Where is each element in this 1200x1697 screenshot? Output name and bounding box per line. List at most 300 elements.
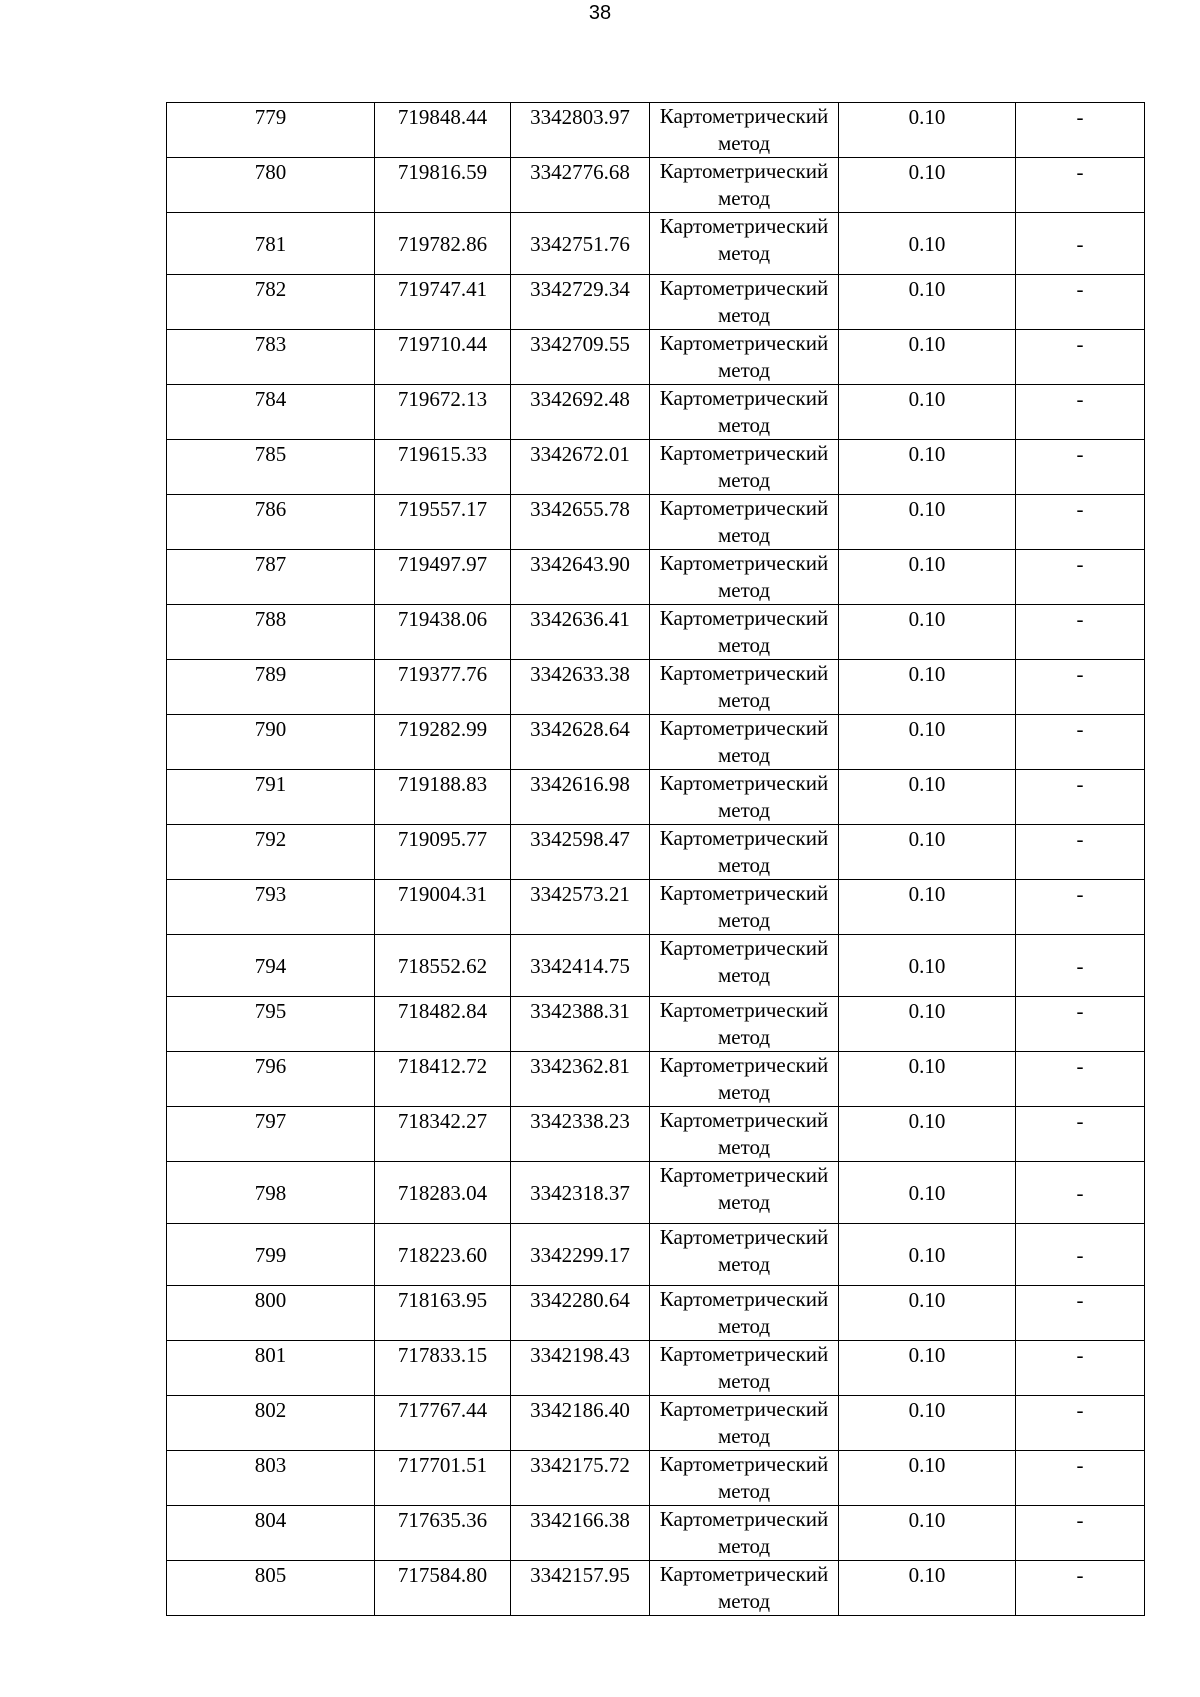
accuracy-cell	[839, 935, 1016, 997]
method-cell	[650, 275, 839, 330]
y-coordinate-value: 3342280.64	[530, 1288, 630, 1312]
method-cell	[650, 1451, 839, 1506]
method-line2: метод	[717, 1025, 771, 1049]
y-coordinate-cell	[511, 1341, 650, 1396]
point-number-cell	[167, 1162, 375, 1224]
method-line2: метод	[717, 523, 771, 547]
point-number-cell	[167, 715, 375, 770]
method-line2: метод	[717, 358, 771, 382]
coordinates-table-body	[167, 103, 1145, 1616]
method-line2: метод	[717, 413, 771, 437]
note-value: -	[1076, 387, 1084, 411]
accuracy-value: 0.10	[908, 1180, 946, 1205]
note-cell	[1016, 385, 1145, 440]
table-row	[167, 1107, 1145, 1162]
point-number-value: 780	[254, 160, 287, 184]
method-cell	[650, 213, 839, 275]
note-cell	[1016, 1396, 1145, 1451]
note-cell	[1016, 1224, 1145, 1286]
x-coordinate-value: 719557.17	[397, 497, 488, 521]
method-line2: метод	[717, 1135, 771, 1159]
method-line2: метод	[717, 1252, 771, 1276]
point-number-cell	[167, 158, 375, 213]
method-cell	[650, 770, 839, 825]
x-coordinate-value: 719282.99	[397, 717, 488, 741]
note-cell	[1016, 880, 1145, 935]
table-row	[167, 1451, 1145, 1506]
method-cell	[650, 1107, 839, 1162]
x-coordinate-cell	[375, 550, 511, 605]
y-coordinate-value: 3342338.23	[530, 1109, 630, 1133]
method-line1: Картометрический	[659, 1562, 829, 1586]
accuracy-cell	[839, 213, 1016, 275]
y-coordinate-value: 3342628.64	[530, 717, 630, 741]
point-number-value: 794	[254, 953, 287, 978]
point-number-cell	[167, 550, 375, 605]
accuracy-cell	[839, 103, 1016, 158]
x-coordinate-value: 718283.04	[397, 1180, 488, 1205]
accuracy-value: 0.10	[908, 953, 946, 978]
accuracy-value: 0.10	[908, 1242, 946, 1267]
method-line2: метод	[717, 131, 771, 155]
y-coordinate-value: 3342299.17	[530, 1242, 630, 1267]
accuracy-value: 0.10	[908, 105, 946, 129]
point-number-cell	[167, 275, 375, 330]
point-number-value: 802	[254, 1398, 287, 1422]
accuracy-cell	[839, 1286, 1016, 1341]
accuracy-value: 0.10	[908, 497, 946, 521]
accuracy-cell	[839, 715, 1016, 770]
x-coordinate-value: 718482.84	[397, 999, 488, 1023]
method-line1: Картометрический	[659, 159, 829, 183]
accuracy-value: 0.10	[908, 662, 946, 686]
accuracy-cell	[839, 1561, 1016, 1616]
method-line1: Картометрический	[659, 936, 829, 960]
table-row	[167, 213, 1145, 275]
method-line2: метод	[717, 1314, 771, 1338]
note-value: -	[1076, 882, 1084, 906]
point-number-cell	[167, 440, 375, 495]
point-number-value: 782	[254, 277, 287, 301]
accuracy-cell	[839, 440, 1016, 495]
x-coordinate-value: 717701.51	[397, 1453, 488, 1477]
x-coordinate-cell	[375, 1451, 511, 1506]
point-number-value: 793	[254, 882, 287, 906]
y-coordinate-value: 3342729.34	[530, 277, 630, 301]
method-line2: метод	[717, 1424, 771, 1448]
x-coordinate-cell	[375, 1341, 511, 1396]
method-cell	[650, 1341, 839, 1396]
accuracy-cell	[839, 605, 1016, 660]
table-row	[167, 880, 1145, 935]
method-line1: Картометрический	[659, 1163, 829, 1187]
accuracy-cell	[839, 275, 1016, 330]
accuracy-value: 0.10	[908, 231, 946, 256]
method-cell	[650, 825, 839, 880]
point-number-value: 800	[254, 1288, 287, 1312]
y-coordinate-value: 3342157.95	[530, 1563, 630, 1587]
x-coordinate-value: 718552.62	[397, 953, 488, 978]
table-row	[167, 997, 1145, 1052]
y-coordinate-cell	[511, 550, 650, 605]
point-number-value: 797	[254, 1109, 287, 1133]
point-number-cell	[167, 660, 375, 715]
accuracy-cell	[839, 880, 1016, 935]
method-cell	[650, 1506, 839, 1561]
note-cell	[1016, 158, 1145, 213]
x-coordinate-value: 717767.44	[397, 1398, 488, 1422]
method-cell	[650, 660, 839, 715]
note-cell	[1016, 275, 1145, 330]
x-coordinate-value: 717833.15	[397, 1343, 488, 1367]
method-line1: Картометрический	[659, 276, 829, 300]
point-number-cell	[167, 385, 375, 440]
x-coordinate-value: 719377.76	[397, 662, 488, 686]
note-value: -	[1076, 277, 1084, 301]
accuracy-value: 0.10	[908, 1288, 946, 1312]
accuracy-cell	[839, 1224, 1016, 1286]
note-value: -	[1076, 662, 1084, 686]
x-coordinate-value: 719747.41	[397, 277, 488, 301]
x-coordinate-value: 717635.36	[397, 1508, 488, 1532]
table-row	[167, 1162, 1145, 1224]
table-row	[167, 385, 1145, 440]
accuracy-cell	[839, 1052, 1016, 1107]
table-row	[167, 770, 1145, 825]
point-number-cell	[167, 880, 375, 935]
y-coordinate-cell	[511, 715, 650, 770]
method-line1: Картометрический	[659, 104, 829, 128]
method-line2: метод	[717, 908, 771, 932]
table-row	[167, 158, 1145, 213]
coordinates-table	[166, 102, 1145, 1616]
note-cell	[1016, 330, 1145, 385]
method-line2: метод	[717, 1080, 771, 1104]
method-line2: метод	[717, 853, 771, 877]
point-number-value: 799	[254, 1242, 287, 1267]
note-cell	[1016, 550, 1145, 605]
accuracy-value: 0.10	[908, 387, 946, 411]
point-number-value: 788	[254, 607, 287, 631]
point-number-cell	[167, 1286, 375, 1341]
method-cell	[650, 997, 839, 1052]
note-value: -	[1076, 1109, 1084, 1133]
method-line2: метод	[717, 1369, 771, 1393]
y-coordinate-cell	[511, 1286, 650, 1341]
y-coordinate-value: 3342362.81	[530, 1054, 630, 1078]
accuracy-value: 0.10	[908, 1054, 946, 1078]
note-value: -	[1076, 953, 1084, 978]
method-line1: Картометрический	[659, 1342, 829, 1366]
point-number-cell	[167, 997, 375, 1052]
table-row	[167, 440, 1145, 495]
accuracy-cell	[839, 330, 1016, 385]
y-coordinate-cell	[511, 935, 650, 997]
note-value: -	[1076, 607, 1084, 631]
accuracy-cell	[839, 1107, 1016, 1162]
x-coordinate-cell	[375, 825, 511, 880]
table-row	[167, 330, 1145, 385]
note-cell	[1016, 1107, 1145, 1162]
y-coordinate-value: 3342616.98	[530, 772, 630, 796]
y-coordinate-cell	[511, 1396, 650, 1451]
note-value: -	[1076, 999, 1084, 1023]
y-coordinate-cell	[511, 213, 650, 275]
note-cell	[1016, 103, 1145, 158]
note-cell	[1016, 997, 1145, 1052]
point-number-value: 804	[254, 1508, 287, 1532]
note-cell	[1016, 770, 1145, 825]
x-coordinate-cell	[375, 103, 511, 158]
point-number-value: 783	[254, 332, 287, 356]
y-coordinate-value: 3342388.31	[530, 999, 630, 1023]
method-line2: метод	[717, 578, 771, 602]
point-number-cell	[167, 935, 375, 997]
note-value: -	[1076, 717, 1084, 741]
method-line1: Картометрический	[659, 386, 829, 410]
table-row	[167, 660, 1145, 715]
y-coordinate-cell	[511, 660, 650, 715]
x-coordinate-cell	[375, 1107, 511, 1162]
accuracy-value: 0.10	[908, 1508, 946, 1532]
y-coordinate-value: 3342643.90	[530, 552, 630, 576]
accuracy-cell	[839, 770, 1016, 825]
y-coordinate-cell	[511, 1052, 650, 1107]
x-coordinate-value: 719672.13	[397, 387, 488, 411]
x-coordinate-cell	[375, 770, 511, 825]
note-cell	[1016, 935, 1145, 997]
y-coordinate-cell	[511, 1451, 650, 1506]
accuracy-cell	[839, 1162, 1016, 1224]
table-row	[167, 1052, 1145, 1107]
accuracy-cell	[839, 1341, 1016, 1396]
table-row	[167, 825, 1145, 880]
point-number-cell	[167, 1396, 375, 1451]
point-number-value: 790	[254, 717, 287, 741]
method-line2: метод	[717, 1589, 771, 1613]
note-value: -	[1076, 1054, 1084, 1078]
x-coordinate-cell	[375, 605, 511, 660]
x-coordinate-value: 719188.83	[397, 772, 488, 796]
accuracy-cell	[839, 660, 1016, 715]
method-cell	[650, 605, 839, 660]
point-number-value: 791	[254, 772, 287, 796]
y-coordinate-cell	[511, 495, 650, 550]
point-number-value: 787	[254, 552, 287, 576]
method-cell	[650, 550, 839, 605]
point-number-value: 785	[254, 442, 287, 466]
note-value: -	[1076, 1563, 1084, 1587]
point-number-cell	[167, 605, 375, 660]
y-coordinate-value: 3342198.43	[530, 1343, 630, 1367]
note-value: -	[1076, 1508, 1084, 1532]
accuracy-value: 0.10	[908, 332, 946, 356]
y-coordinate-cell	[511, 440, 650, 495]
y-coordinate-value: 3342709.55	[530, 332, 630, 356]
note-value: -	[1076, 497, 1084, 521]
table-row	[167, 1506, 1145, 1561]
method-cell	[650, 935, 839, 997]
method-line1: Картометрический	[659, 441, 829, 465]
y-coordinate-cell	[511, 1107, 650, 1162]
y-coordinate-value: 3342166.38	[530, 1508, 630, 1532]
y-coordinate-cell	[511, 103, 650, 158]
method-line2: метод	[717, 798, 771, 822]
method-cell	[650, 385, 839, 440]
point-number-cell	[167, 1341, 375, 1396]
method-line2: метод	[717, 1479, 771, 1503]
point-number-value: 803	[254, 1453, 287, 1477]
y-coordinate-cell	[511, 1162, 650, 1224]
point-number-cell	[167, 1052, 375, 1107]
y-coordinate-value: 3342633.38	[530, 662, 630, 686]
note-value: -	[1076, 1343, 1084, 1367]
point-number-value: 805	[254, 1563, 287, 1587]
point-number-cell	[167, 330, 375, 385]
x-coordinate-cell	[375, 275, 511, 330]
x-coordinate-cell	[375, 1561, 511, 1616]
note-value: -	[1076, 332, 1084, 356]
note-cell	[1016, 1506, 1145, 1561]
y-coordinate-value: 3342636.41	[530, 607, 630, 631]
y-coordinate-value: 3342672.01	[530, 442, 630, 466]
method-line1: Картометрический	[659, 496, 829, 520]
method-cell	[650, 158, 839, 213]
x-coordinate-value: 719615.33	[397, 442, 488, 466]
y-coordinate-value: 3342414.75	[530, 953, 630, 978]
table-row	[167, 550, 1145, 605]
y-coordinate-value: 3342318.37	[530, 1180, 630, 1205]
y-coordinate-value: 3342803.97	[530, 105, 630, 129]
method-line1: Картометрический	[659, 551, 829, 575]
note-cell	[1016, 825, 1145, 880]
accuracy-cell	[839, 385, 1016, 440]
accuracy-value: 0.10	[908, 1398, 946, 1422]
accuracy-value: 0.10	[908, 827, 946, 851]
note-cell	[1016, 1561, 1145, 1616]
page-number: 38	[588, 2, 612, 24]
x-coordinate-cell	[375, 1286, 511, 1341]
accuracy-value: 0.10	[908, 882, 946, 906]
x-coordinate-value: 719710.44	[397, 332, 488, 356]
accuracy-value: 0.10	[908, 1563, 946, 1587]
note-value: -	[1076, 1180, 1084, 1205]
method-line1: Картометрический	[659, 716, 829, 740]
y-coordinate-value: 3342776.68	[530, 160, 630, 184]
accuracy-cell	[839, 1451, 1016, 1506]
x-coordinate-value: 719816.59	[397, 160, 488, 184]
method-cell	[650, 1396, 839, 1451]
point-number-cell	[167, 1561, 375, 1616]
note-cell	[1016, 605, 1145, 660]
point-number-cell	[167, 495, 375, 550]
table-row	[167, 495, 1145, 550]
note-cell	[1016, 440, 1145, 495]
x-coordinate-value: 719782.86	[397, 231, 488, 256]
note-cell	[1016, 1052, 1145, 1107]
method-cell	[650, 715, 839, 770]
method-line2: метод	[717, 241, 771, 265]
table-row	[167, 1396, 1145, 1451]
note-cell	[1016, 213, 1145, 275]
y-coordinate-cell	[511, 880, 650, 935]
method-line1: Картометрический	[659, 1287, 829, 1311]
x-coordinate-cell	[375, 440, 511, 495]
method-cell	[650, 880, 839, 935]
accuracy-value: 0.10	[908, 160, 946, 184]
point-number-cell	[167, 1224, 375, 1286]
y-coordinate-cell	[511, 1506, 650, 1561]
point-number-cell	[167, 213, 375, 275]
note-value: -	[1076, 105, 1084, 129]
point-number-cell	[167, 1107, 375, 1162]
accuracy-value: 0.10	[908, 552, 946, 576]
method-line1: Картометрический	[659, 771, 829, 795]
y-coordinate-cell	[511, 997, 650, 1052]
method-line1: Картометрический	[659, 1507, 829, 1531]
note-cell	[1016, 1286, 1145, 1341]
note-cell	[1016, 1451, 1145, 1506]
x-coordinate-cell	[375, 1224, 511, 1286]
note-value: -	[1076, 552, 1084, 576]
point-number-value: 786	[254, 497, 287, 521]
method-line1: Картометрический	[659, 998, 829, 1022]
method-cell	[650, 495, 839, 550]
point-number-value: 779	[254, 105, 287, 129]
point-number-value: 792	[254, 827, 287, 851]
note-value: -	[1076, 442, 1084, 466]
x-coordinate-cell	[375, 385, 511, 440]
method-cell	[650, 330, 839, 385]
y-coordinate-cell	[511, 275, 650, 330]
y-coordinate-value: 3342751.76	[530, 231, 630, 256]
y-coordinate-cell	[511, 385, 650, 440]
method-line1: Картометрический	[659, 331, 829, 355]
method-cell	[650, 103, 839, 158]
note-value: -	[1076, 231, 1084, 256]
table-row	[167, 1286, 1145, 1341]
table-row	[167, 1224, 1145, 1286]
point-number-value: 781	[254, 231, 287, 256]
method-cell	[650, 1561, 839, 1616]
y-coordinate-value: 3342175.72	[530, 1453, 630, 1477]
table-row	[167, 275, 1145, 330]
method-line2: метод	[717, 468, 771, 492]
method-line1: Картометрический	[659, 1452, 829, 1476]
method-line1: Картометрический	[659, 214, 829, 238]
method-line1: Картометрический	[659, 826, 829, 850]
accuracy-value: 0.10	[908, 1343, 946, 1367]
y-coordinate-value: 3342573.21	[530, 882, 630, 906]
method-line2: метод	[717, 743, 771, 767]
method-line2: метод	[717, 1190, 771, 1214]
accuracy-cell	[839, 495, 1016, 550]
method-line2: метод	[717, 186, 771, 210]
method-line1: Картометрический	[659, 1053, 829, 1077]
note-value: -	[1076, 772, 1084, 796]
x-coordinate-value: 718342.27	[397, 1109, 488, 1133]
accuracy-cell	[839, 825, 1016, 880]
x-coordinate-value: 718223.60	[397, 1242, 488, 1267]
method-line2: метод	[717, 1534, 771, 1558]
accuracy-cell	[839, 1396, 1016, 1451]
note-value: -	[1076, 1398, 1084, 1422]
method-cell	[650, 1286, 839, 1341]
method-cell	[650, 1224, 839, 1286]
accuracy-cell	[839, 997, 1016, 1052]
point-number-value: 789	[254, 662, 287, 686]
method-line2: метод	[717, 688, 771, 712]
